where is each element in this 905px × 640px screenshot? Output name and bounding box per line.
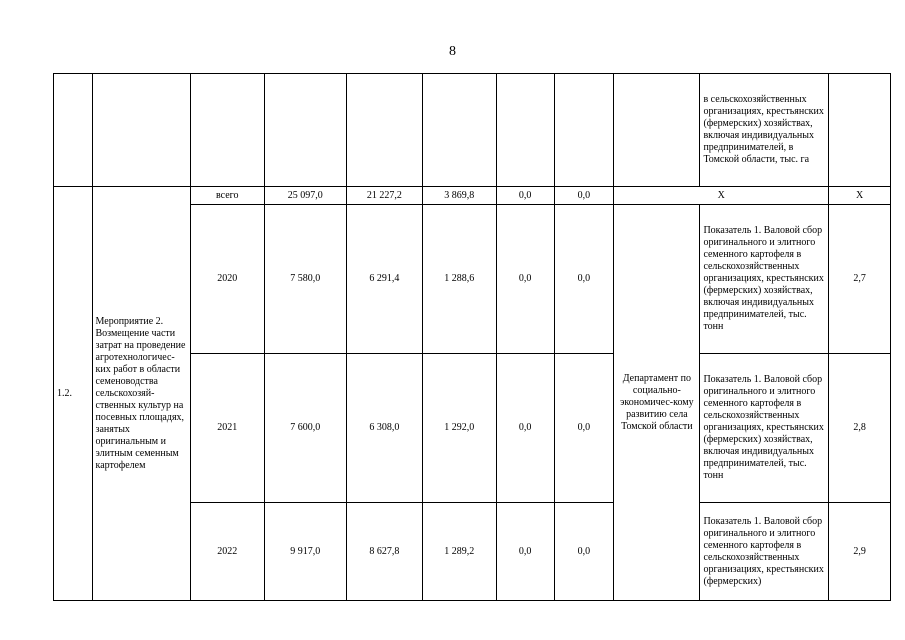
other-cell: 0,0: [554, 205, 614, 354]
regional-cell: 1 292,0: [422, 354, 496, 503]
cell-empty: [190, 74, 264, 187]
regional-cell: 3 869,8: [422, 187, 496, 205]
indicator-cell: Показатель 1. Валовой сбор оригинального и элитного семенного картофеля в сельскохозяйственных организациях, крестьянских (фермерских): [700, 503, 829, 601]
regional-cell: 1 289,2: [422, 503, 496, 601]
local-cell: 0,0: [496, 187, 554, 205]
cell-empty: [554, 74, 614, 187]
federal-cell: 6 291,4: [346, 205, 422, 354]
measure-name: Мероприятие 2. Возмещение части затрат на проведение агротехнологичес-ких работ в области семеноводства сельскохозяй-ственных культур на посевных площадях, занятых оригинальным и элитным семенным картофелем: [92, 187, 190, 601]
total-cell: 25 097,0: [264, 187, 346, 205]
indicator-cell: Показатель 1. Валовой сбор оригинального и элитного семенного картофеля в сельскохозяйственных организациях, крестьянских (фермерских) хозяйствах, включая индивидуальных предпринимателей, тыс. тонн: [700, 354, 829, 503]
total-cell: 9 917,0: [264, 503, 346, 601]
continuation-row: [54, 74, 891, 187]
indicator-value-cell: 2,8: [829, 354, 891, 503]
federal-cell: 6 308,0: [346, 354, 422, 503]
page-number: 8: [449, 44, 456, 59]
table-row-total: [54, 187, 891, 205]
federal-cell: 8 627,8: [346, 503, 422, 601]
federal-cell: 21 227,2: [346, 187, 422, 205]
measure-number: 1.2.: [54, 187, 93, 601]
cell-empty: [829, 74, 891, 187]
indicator-cell: Х: [614, 187, 829, 205]
cell-empty: [264, 74, 346, 187]
indicator-value-cell: 2,9: [829, 503, 891, 601]
executor-cell: Департамент по социально-экономичес-кому развитию села Томской области: [614, 205, 700, 601]
cell-empty: [54, 74, 93, 187]
local-cell: 0,0: [496, 205, 554, 354]
indicator-value-cell: Х: [829, 187, 891, 205]
cell-empty: [422, 74, 496, 187]
total-cell: 7 600,0: [264, 354, 346, 503]
local-cell: 0,0: [496, 503, 554, 601]
other-cell: 0,0: [554, 503, 614, 601]
cell-empty: [614, 74, 700, 187]
period-cell: 2021: [190, 354, 264, 503]
cell-empty: [92, 74, 190, 187]
other-cell: 0,0: [554, 354, 614, 503]
period-cell: 2020: [190, 205, 264, 354]
local-cell: 0,0: [496, 354, 554, 503]
program-table: [53, 73, 891, 601]
indicator-cell: в сельскохозяйственных организациях, крестьянских (фермерских) хозяйствах, включая индивидуальных предпринимателей, в Томской области, тыс. га: [700, 74, 829, 187]
period-cell: всего: [190, 187, 264, 205]
regional-cell: 1 288,6: [422, 205, 496, 354]
indicator-value-cell: 2,7: [829, 205, 891, 354]
cell-empty: [346, 74, 422, 187]
cell-empty: [496, 74, 554, 187]
other-cell: 0,0: [554, 187, 614, 205]
indicator-cell: Показатель 1. Валовой сбор оригинального и элитного семенного картофеля в сельскохозяйственных организациях, крестьянских (фермерских) хозяйствах, включая индивидуальных предпринимателей, тыс. тонн: [700, 205, 829, 354]
total-cell: 7 580,0: [264, 205, 346, 354]
period-cell: 2022: [190, 503, 264, 601]
